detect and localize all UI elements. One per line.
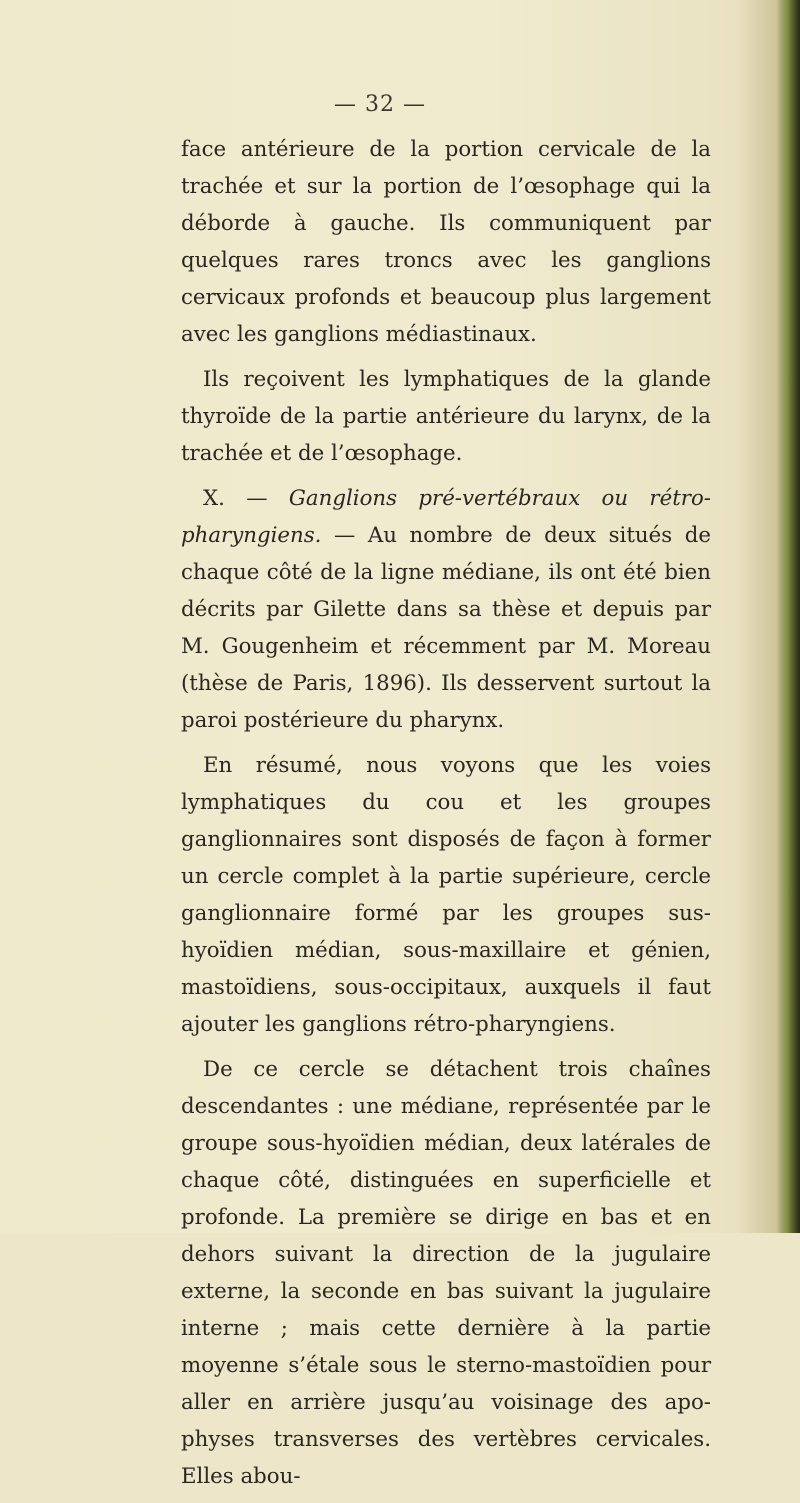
section-body: — Au nombre de deux situés de chaque côté de la ligne médiane, ils ont été bien décrits par Gilette dans sa thèse et depuis par M. Gougenheim et récemment par M. Moreau (thèse de Paris, 1896). Ils desservent surtout la paroi postérieure du pharynx.: [181, 523, 711, 733]
section-heading-title: Ganglions pré-vertébraux ou rétro-pharyngiens.: [181, 486, 711, 548]
section-heading-number: X. —: [203, 486, 289, 511]
body-text: [181, 131, 711, 1503]
paragraph-5: De ce cercle se détachent trois chaînes descendantes : une médiane, représentée par le groupe sous-hyoïdien médian, deux latérales de chaque côté, distinguées en superficielle et profonde. La première se dirige en bas et en dehors suivant la direction de la jugulaire externe, la seconde en bas suivant la jugulaire interne ; mais cette dernière à la partie moyenne s’étale sous le sterno-mastoïdien pour aller en arrière jusqu’au voisinage des apophyses transverses des vertèbres cervicales. Elles abou-: [181, 1057, 711, 1489]
paragraph-1: face antérieure de la portion cervicale de la trachée et sur la portion de l’œsophage qui la déborde à gauche. Ils communiquent par quelques rares troncs avec les ganglions cervicaux profonds et beaucoup plus largement avec les ganglions médiastinaux.: [181, 137, 711, 347]
paragraph-4: En résumé, nous voyons que les voies lymphatiques du cou et les groupes ganglionnaires sont disposés de façon à former un cercle complet à la partie supérieure, cercle ganglionnaire formé par les groupes sus-hyoïdien médian, sous-maxillaire et génien, mastoïdiens, sous-occipitaux, auxquels il faut ajouter les ganglions rétro-pharyngiens.: [181, 753, 711, 1037]
page-binding-edge: [778, 0, 800, 1233]
paragraph-3: [181, 480, 711, 739]
page-number: — 32 —: [334, 92, 426, 117]
paragraph-2: Ils reçoivent les lymphatiques de la glande thyroïde de la partie antérieure du larynx, de la trachée et de l’œsophage.: [181, 367, 711, 466]
